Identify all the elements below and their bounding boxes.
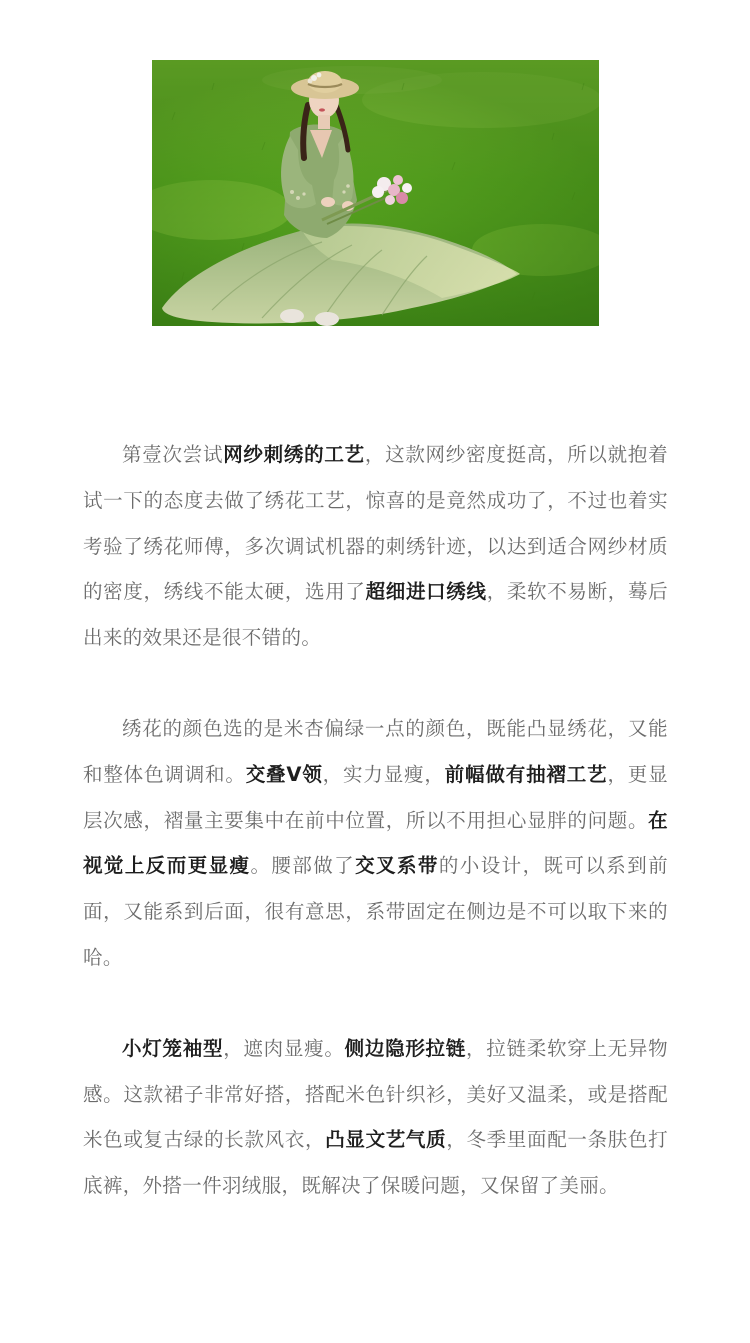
highlight-slimming: 在视觉上反而更显瘦 <box>83 808 668 878</box>
text-segment: 第壹次尝试 <box>122 443 224 466</box>
highlight-mesh-embroidery: 网纱刺绣的工艺 <box>223 443 365 466</box>
text-segment: 绣花的颜色选的是米杏偏绿一点的颜色，既能凸显绣花，又能和整体色调调和。 <box>83 716 668 786</box>
text-segment: ，冬季里面配一条肤色打底裤，外搭一件羽绒服，既解决了保暖问题，又保留了美丽。 <box>83 1128 668 1198</box>
text-segment: 的小设计，既可以系到前面，又能系到后面，很有意思，系带固定在侧边是不可以取下来的哈。 <box>83 854 668 969</box>
text-segment: 。腰部做了 <box>250 854 356 878</box>
highlight-side-zipper: 侧边隐形拉链 <box>344 1036 467 1060</box>
highlight-front-pleats: 前幅做有抽褶工艺 <box>444 762 608 786</box>
text-segment: ，更显层次感，褶量主要集中在前中位置，所以不用担心显胖的问题。 <box>83 762 668 832</box>
highlight-v-neck: 交叠V领 <box>245 762 323 786</box>
text-segment: ，柔软不易断，蓦后出来的效果还是很不错的。 <box>83 580 669 650</box>
text-segment: ，这款网纱密度挺高，所以就抱着试一下的态度去做了绣花工艺，惊喜的是竟然成功了，不过也着实考验了绣花师傅，多次调试机器的刺绣针迹，以达到适合网纱材质的密度，绣线不能太硬，选用了 <box>83 443 668 604</box>
woman-on-grass-illustration <box>152 60 599 326</box>
text-segment: ，拉链柔软穿上无异物感。这款裙子非常好搭，搭配米色针织衫，美好又温柔，或是搭配米色或复古绿的长款风衣， <box>83 1036 668 1152</box>
hero-photo <box>152 60 599 326</box>
paragraph-embroidery <box>83 432 668 661</box>
text-segment: ，实力显瘦， <box>322 762 445 786</box>
text-segment: ，遮肉显瘦。 <box>223 1036 345 1060</box>
highlight-artsy-temperament: 凸显文艺气质 <box>325 1128 447 1152</box>
paragraph-styling <box>83 1026 668 1209</box>
paragraph-design <box>83 706 668 981</box>
highlight-cross-tie: 交叉系带 <box>355 854 439 878</box>
highlight-lantern-sleeve: 小灯笼袖型 <box>122 1036 224 1060</box>
article-body <box>83 432 668 1209</box>
highlight-imported-thread: 超细进口绣线 <box>365 580 487 604</box>
